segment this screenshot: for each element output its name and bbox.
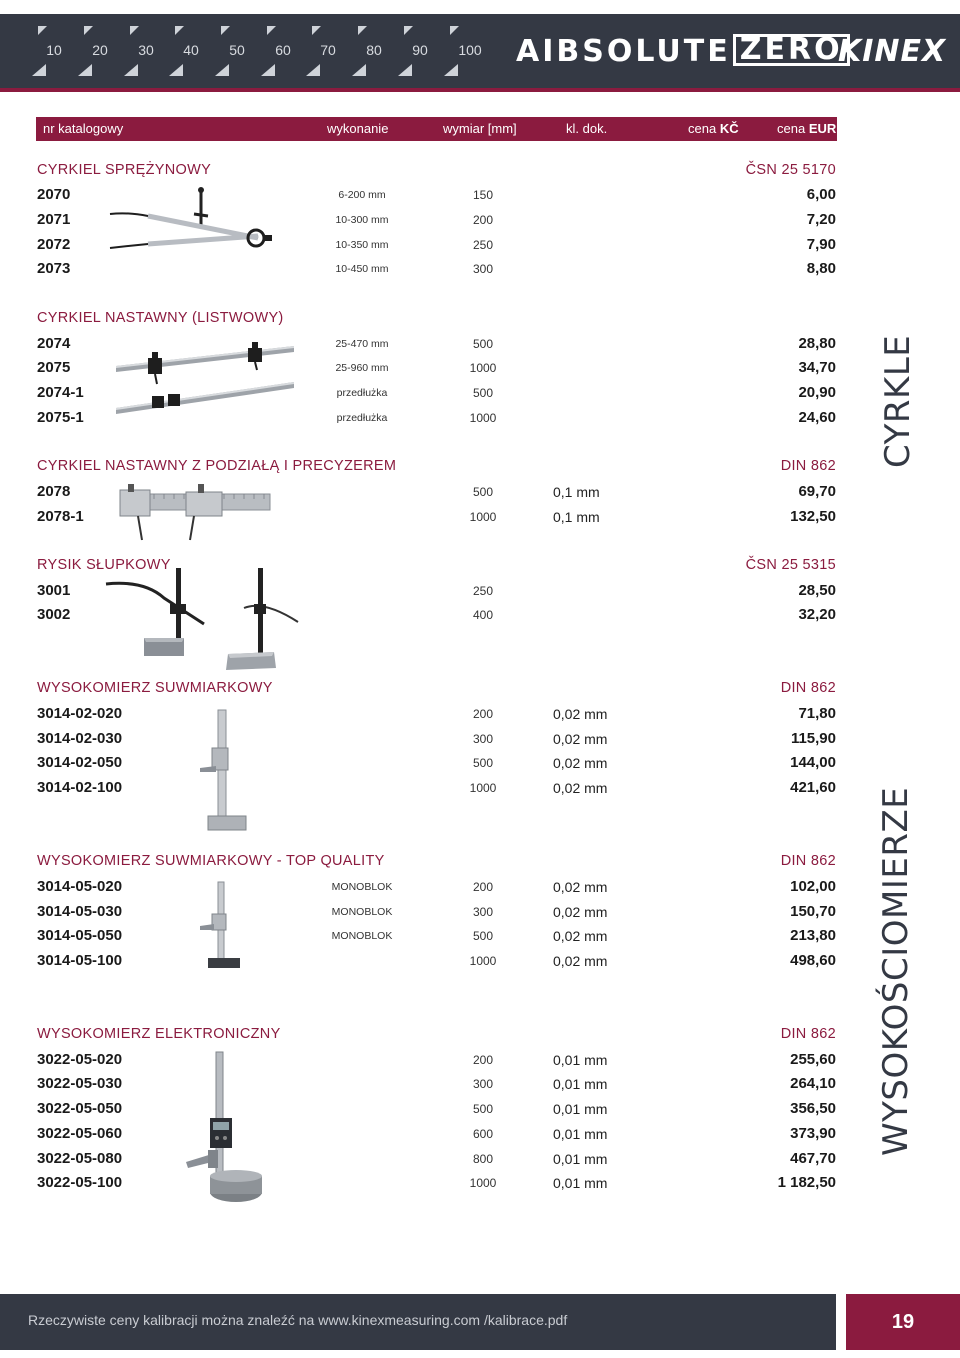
table-row (0, 754, 960, 778)
table-column-header (36, 117, 837, 141)
price-value: 32,20 (798, 606, 836, 623)
scale-tick-icon (175, 26, 184, 35)
price-value: 373,90 (790, 1125, 836, 1142)
dimension-value: 300 (472, 905, 494, 919)
accuracy-value: 0,02 mm (553, 904, 608, 920)
scale-tick-icon (221, 26, 230, 35)
catalog-number: 3001 (37, 582, 71, 599)
table-row (0, 1125, 960, 1149)
col-price-czk (688, 117, 739, 141)
col-price-eur (777, 117, 836, 141)
dimension-value: 1000 (469, 954, 497, 968)
dimension-value: 800 (472, 1152, 494, 1166)
page-footer (0, 1294, 836, 1350)
price-value: 7,20 (806, 211, 836, 228)
table-row (0, 730, 960, 754)
beam-compass-precision-image (114, 482, 274, 542)
ruler-scale (28, 14, 488, 88)
dimension-value: 1000 (469, 1176, 497, 1190)
price-value: 498,60 (790, 952, 836, 969)
brand-zero: ZERO (733, 34, 850, 66)
dimension-value: 500 (472, 756, 494, 770)
dimension-value: 1000 (469, 361, 497, 375)
price-value: 69,70 (798, 483, 836, 500)
section-title: WYSOKOMIERZ SUWMIARKOWY - TOP QUALITY (37, 853, 385, 869)
section-title: WYSOKOMIERZ ELEKTRONICZNY (37, 1026, 281, 1042)
table-row (0, 1051, 960, 1075)
table-row (0, 1174, 960, 1198)
section-norm: DIN 862 (780, 853, 836, 869)
price-value: 20,90 (798, 384, 836, 401)
section-title: RYSIK SŁUPKOWY (37, 557, 171, 573)
price-value: 1 182,50 (777, 1174, 836, 1191)
col-execution: wykonanie (327, 121, 389, 136)
section-title: CYRKIEL SPRĘŻYNOWY (37, 162, 212, 178)
catalog-number: 2074-1 (37, 384, 84, 401)
catalog-number: 3014-05-030 (37, 903, 123, 920)
section-title: CYRKIEL NASTAWNY Z PODZIAŁĄ I PRECYZEREM (37, 458, 397, 474)
price-value: 8,80 (806, 260, 836, 277)
price-value: 467,70 (790, 1150, 836, 1167)
scale-foot-icon (306, 64, 320, 76)
dimension-value: 200 (472, 707, 494, 721)
catalog-number: 3022-05-030 (37, 1075, 123, 1092)
catalog-number: 3014-02-020 (37, 705, 123, 722)
col-accuracy: kl. dok. (566, 121, 608, 136)
price-value: 28,50 (798, 582, 836, 599)
catalog-number: 3022-05-100 (37, 1174, 123, 1191)
scale-number: 100 (458, 42, 482, 58)
scale-foot-icon (352, 64, 366, 76)
col-price-czk-currency: KČ (719, 121, 739, 136)
scale-foot-icon (32, 64, 46, 76)
dimension-value: 500 (472, 337, 494, 351)
accuracy-value: 0,02 mm (553, 879, 608, 895)
dimension-value: 250 (472, 238, 494, 252)
electronic-height-gauge-image (184, 1050, 264, 1206)
scale-foot-icon (261, 64, 275, 76)
catalog-number: 3022-05-050 (37, 1100, 123, 1117)
scale-number: 20 (92, 42, 108, 58)
section-norm: ČSN 25 5170 (745, 162, 836, 178)
accuracy-value: 0,1 mm (553, 509, 600, 525)
price-value: 7,90 (806, 236, 836, 253)
section-norm: DIN 862 (780, 458, 836, 474)
catalog-number: 3014-05-020 (37, 878, 123, 895)
scale-number: 60 (275, 42, 291, 58)
catalog-number: 3022-05-080 (37, 1150, 123, 1167)
scale-tick-icon (130, 26, 139, 35)
price-value: 421,60 (790, 779, 836, 796)
scale-foot-icon (78, 64, 92, 76)
price-value: 24,60 (798, 409, 836, 426)
price-value: 102,00 (790, 878, 836, 895)
section-title: CYRKIEL NASTAWNY (LISTWOWY) (37, 310, 284, 326)
execution-value: przedłużka (336, 387, 388, 399)
catalog-number: 3022-05-060 (37, 1125, 123, 1142)
catalog-number: 3002 (37, 606, 71, 623)
accuracy-value: 0,1 mm (553, 484, 600, 500)
scale-foot-icon (398, 64, 412, 76)
accuracy-value: 0,02 mm (553, 731, 608, 747)
scale-number: 50 (229, 42, 245, 58)
dimension-value: 1000 (469, 411, 497, 425)
catalog-number: 3014-05-100 (37, 952, 123, 969)
table-row (0, 903, 960, 927)
section-title: WYSOKOMIERZ SUWMIARKOWY (37, 680, 273, 696)
price-value: 150,70 (790, 903, 836, 920)
accuracy-value: 0,01 mm (553, 1126, 608, 1142)
scale-tick-icon (404, 26, 413, 35)
accuracy-value: 0,01 mm (553, 1151, 608, 1167)
execution-value: 10-450 mm (335, 263, 389, 275)
col-price-eur-currency: EUR (808, 121, 837, 136)
brand-wordmark (516, 34, 850, 70)
accuracy-value: 0,02 mm (553, 953, 608, 969)
side-label-wysokosciomierze: WYSOKOŚCIOMIERZE (876, 786, 916, 1156)
table-row (0, 927, 960, 951)
dimension-value: 1000 (469, 510, 497, 524)
execution-value: 25-960 mm (335, 362, 389, 374)
scale-foot-icon (169, 64, 183, 76)
accuracy-value: 0,02 mm (553, 928, 608, 944)
kinex-logo: KINEX (838, 34, 947, 69)
accuracy-value: 0,01 mm (553, 1175, 608, 1191)
price-value: 255,60 (790, 1051, 836, 1068)
accuracy-value: 0,02 mm (553, 755, 608, 771)
table-row (0, 1150, 960, 1174)
catalog-number: 2071 (37, 211, 71, 228)
beam-compass-image (112, 336, 298, 418)
price-value: 213,80 (790, 927, 836, 944)
execution-value: MONOBLOK (331, 906, 393, 918)
dimension-value: 500 (472, 929, 494, 943)
scale-foot-icon (124, 64, 138, 76)
price-value: 144,00 (790, 754, 836, 771)
dimension-value: 500 (472, 485, 494, 499)
section-norm: DIN 862 (780, 680, 836, 696)
catalog-number: 2072 (37, 236, 71, 253)
section-norm: DIN 862 (780, 1026, 836, 1042)
dimension-value: 200 (472, 1053, 494, 1067)
dimension-value: 1000 (469, 781, 497, 795)
execution-value: 6-200 mm (338, 189, 386, 201)
catalog-number: 3014-02-050 (37, 754, 123, 771)
execution-value: 10-300 mm (335, 214, 389, 226)
page-number: 19 (846, 1294, 960, 1350)
price-value: 71,80 (798, 705, 836, 722)
page-header (0, 14, 960, 88)
dimension-value: 300 (472, 1077, 494, 1091)
scale-tick-icon (38, 26, 47, 35)
scale-tick-icon (358, 26, 367, 35)
dimension-value: 200 (472, 213, 494, 227)
dimension-value: 300 (472, 262, 494, 276)
catalog-number: 2073 (37, 260, 71, 277)
section-norm: ČSN 25 5315 (745, 557, 836, 573)
price-value: 34,70 (798, 359, 836, 376)
brand-main: AIBSOLUTE (516, 34, 731, 69)
col-dimension: wymiar [mm] (443, 121, 517, 136)
scale-tick-icon (267, 26, 276, 35)
table-row (0, 952, 960, 976)
col-catalog: nr katalogowy (43, 121, 124, 136)
dimension-value: 400 (472, 608, 494, 622)
scale-number: 80 (366, 42, 382, 58)
table-row (0, 779, 960, 803)
price-value: 6,00 (806, 186, 836, 203)
catalog-number: 3014-02-030 (37, 730, 123, 747)
execution-value: 25-470 mm (335, 338, 389, 350)
scale-foot-icon (444, 64, 458, 76)
execution-value: przedłużka (336, 412, 388, 424)
accuracy-value: 0,01 mm (553, 1052, 608, 1068)
catalog-number: 3014-05-050 (37, 927, 123, 944)
catalog-number: 3014-02-100 (37, 779, 123, 796)
table-row (0, 260, 960, 284)
scale-number: 90 (412, 42, 428, 58)
scale-number: 30 (138, 42, 154, 58)
col-price-eur-prefix: cena (777, 121, 809, 136)
scale-number: 10 (46, 42, 62, 58)
price-value: 115,90 (790, 730, 836, 747)
catalog-number: 3022-05-020 (37, 1051, 123, 1068)
vernier-height-gauge-image (198, 708, 252, 832)
dimension-value: 200 (472, 880, 494, 894)
execution-value: MONOBLOK (331, 930, 393, 942)
footer-note: Rzeczywiste ceny kalibracji można znaleźć na www.kinexmeasuring.com /kalibrace.pdf (28, 1312, 568, 1328)
catalog-number: 2075 (37, 359, 71, 376)
scale-number: 70 (320, 42, 336, 58)
catalog-number: 2078 (37, 483, 71, 500)
dimension-value: 250 (472, 584, 494, 598)
catalog-number: 2074 (37, 335, 71, 352)
col-price-czk-prefix: cena (688, 121, 720, 136)
header-accent-line (0, 88, 960, 92)
accuracy-value: 0,01 mm (553, 1101, 608, 1117)
top-quality-height-gauge-image (198, 880, 244, 972)
scale-foot-icon (215, 64, 229, 76)
execution-value: 10-350 mm (335, 239, 389, 251)
dimension-value: 300 (472, 732, 494, 746)
scale-number: 40 (183, 42, 199, 58)
table-row (0, 1075, 960, 1099)
accuracy-value: 0,01 mm (553, 1076, 608, 1092)
table-row (0, 878, 960, 902)
price-value: 264,10 (790, 1075, 836, 1092)
dimension-value: 600 (472, 1127, 494, 1141)
catalog-number: 2070 (37, 186, 71, 203)
catalog-number: 2075-1 (37, 409, 84, 426)
accuracy-value: 0,02 mm (553, 780, 608, 796)
price-value: 356,50 (790, 1100, 836, 1117)
scale-tick-icon (312, 26, 321, 35)
price-value: 132,50 (790, 508, 836, 525)
scale-tick-icon (450, 26, 459, 35)
table-row (0, 1100, 960, 1124)
surface-gauge-image (104, 564, 300, 672)
catalog-number: 2078-1 (37, 508, 84, 525)
table-row (0, 705, 960, 729)
scale-tick-icon (84, 26, 93, 35)
dimension-value: 500 (472, 386, 494, 400)
spring-compass-image (108, 186, 276, 254)
accuracy-value: 0,02 mm (553, 706, 608, 722)
price-value: 28,80 (798, 335, 836, 352)
execution-value: MONOBLOK (331, 881, 393, 893)
side-label-cyrkle: CYRKLE (878, 334, 918, 468)
dimension-value: 150 (472, 188, 494, 202)
dimension-value: 500 (472, 1102, 494, 1116)
